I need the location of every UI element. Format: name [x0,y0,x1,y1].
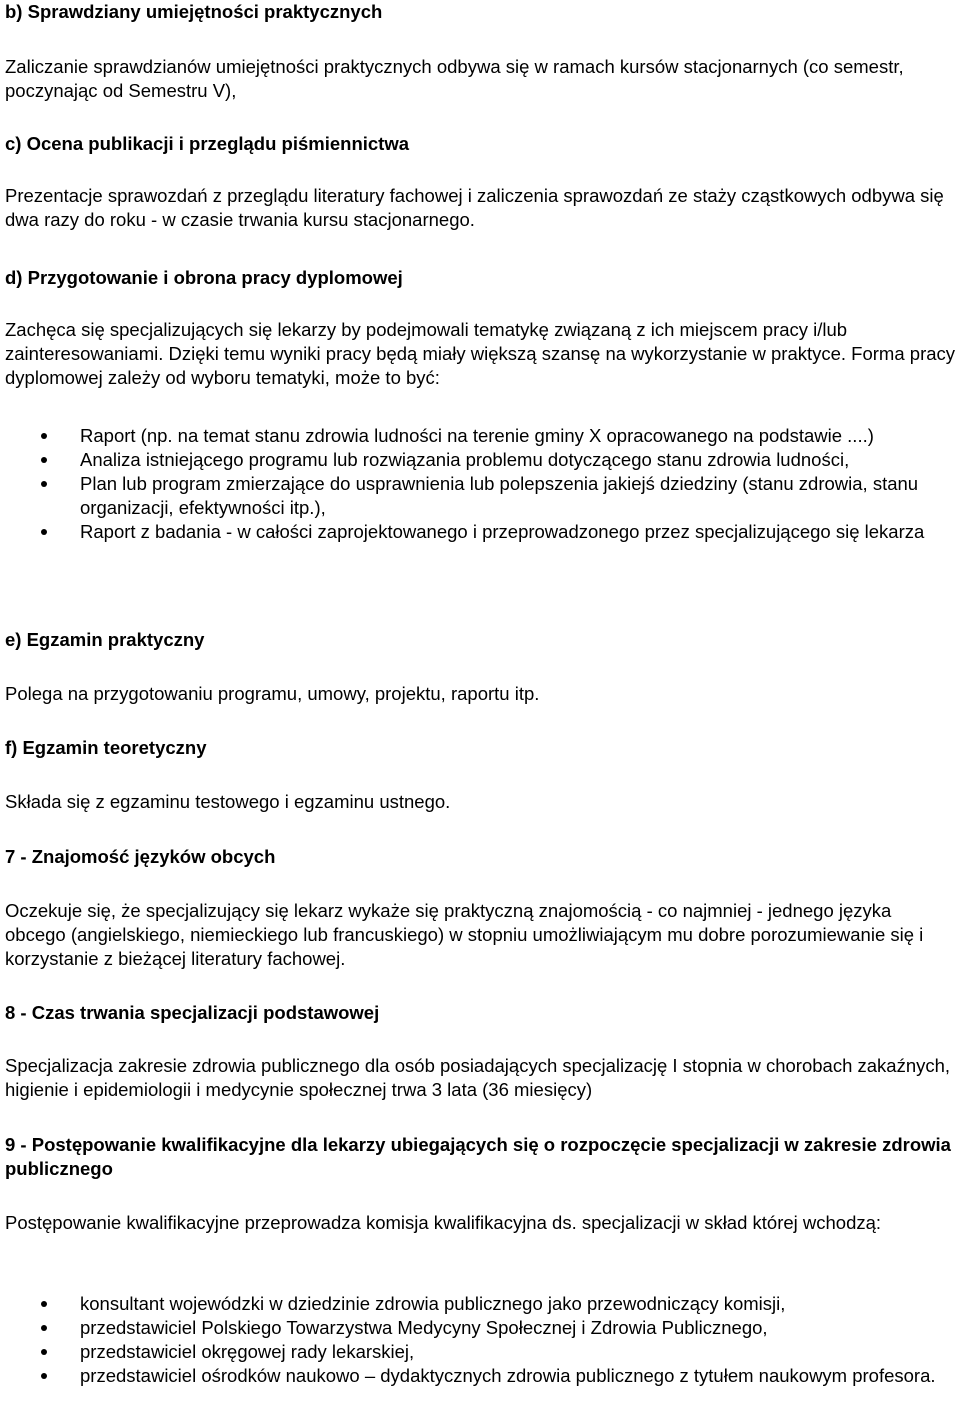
section-9-heading: 9 - Postępowanie kwalifikacyjne dla lekarzy ubiegających się o rozpoczęcie specjalizacji w zakresie zdrowia publicznego [5,1134,951,1179]
section-d-text: Zachęca się specjalizujących się lekarzy by podejmowali tematykę związaną z ich miejscem pracy i/lub zainteresowaniami. Dzięki temu wyniki pracy będą miały większą szansę na wykorzystanie w praktyce. Forma pracy dyplomowej zależy od wyboru tematyki, może to być: [5,319,956,388]
section-f-text: Składa się z egzaminu testowego i egzaminu ustnego. [5,791,451,812]
list-item: przedstawiciel ośrodków naukowo – dydaktycznych zdrowia publicznego z tytułem naukowym profesora. [0,1364,955,1388]
section-9-text: Postępowanie kwalifikacyjne przeprowadza komisja kwalifikacyjna ds. specjalizacji w skład której wchodzą: [5,1212,882,1233]
section-7-text: Oczekuje się, że specjalizujący się lekarz wykaże się praktyczną znajomością - co najmniej - jednego języka obcego (angielskiego, niemieckiego lub francuskiego) w stopniu umożliwiającym mu dobre porozumiewanie się i korzystanie z bieżącej literatury fachowej. [5,900,924,969]
section-c-text: Prezentacje sprawozdań z przeglądu literatury fachowej i zaliczenia sprawozdań ze staży cząstkowych odbywa się dwa razy do roku - w czasie trwania kursu stacjonarnego. [5,185,944,230]
section-e-text: Polega na przygotowaniu programu, umowy, projektu, raportu itp. [5,683,540,704]
section-b-text: Zaliczanie sprawdzianów umiejętności praktycznych odbywa się w ramach kursów stacjonarnych (co semestr, poczynając od Semestru V), [5,56,904,101]
list-item: Raport z badania - w całości zaprojektowanego i przeprowadzonego przez specjalizującego się lekarza [0,520,955,544]
section-8-text: Specjalizacja zakresie zdrowia publicznego dla osób posiadających specjalizację I stopnia w chorobach zakaźnych, higienie i epidemiologii i medycynie społecznej trwa 3 lata (36 miesięcy) [5,1055,951,1100]
section-d-heading: d) Przygotowanie i obrona pracy dyplomowej [5,267,403,288]
section-8-heading: 8 - Czas trwania specjalizacji podstawowej [5,1002,380,1023]
section-e-heading: e) Egzamin praktyczny [5,629,205,650]
list-item: Plan lub program zmierzające do usprawnienia lub polepszenia jakiejś dziedziny (stanu zdrowia, stanu organizacji, efektywności itp.), [0,472,955,520]
section-b-heading: b) Sprawdziany umiejętności praktycznych [5,1,383,22]
list-item: przedstawiciel okręgowej rady lekarskiej, [0,1340,955,1364]
committee-members-list [0,1292,955,1388]
list-item: konsultant wojewódzki w dziedzinie zdrowia publicznego jako przewodniczący komisji, [0,1292,955,1316]
section-7-heading: 7 - Znajomość języków obcych [5,846,276,867]
list-item: Analiza istniejącego programu lub rozwiązania problemu dotyczącego stanu zdrowia ludności, [0,448,955,472]
thesis-forms-list [0,424,955,544]
list-item: przedstawiciel Polskiego Towarzystwa Medycyny Społecznej i Zdrowia Publicznego, [0,1316,955,1340]
section-c-heading: c) Ocena publikacji i przeglądu piśmiennictwa [5,133,410,154]
list-item: Raport (np. na temat stanu zdrowia ludności na terenie gminy X opracowanego na podstawie ....) [0,424,955,448]
section-f-heading: f) Egzamin teoretyczny [5,737,207,758]
